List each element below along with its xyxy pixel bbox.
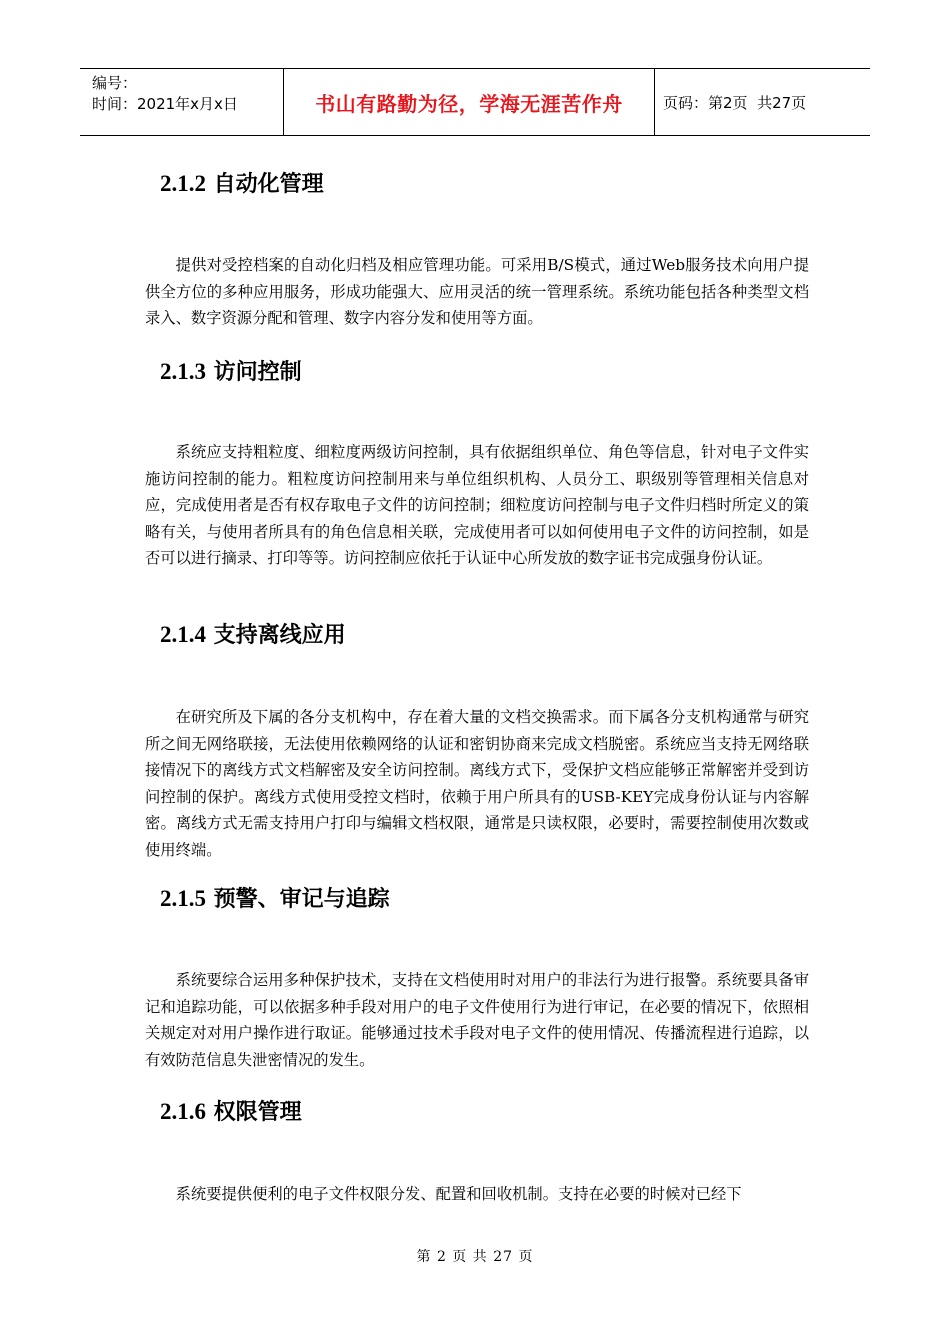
section-title: 权限管理 bbox=[213, 1100, 302, 1125]
section-heading-2-1-4 bbox=[160, 620, 346, 651]
page-footer: 第 2 页 共 27 页 bbox=[416, 1249, 534, 1265]
page-info-text: 页码：第2页 共27页 bbox=[663, 93, 807, 112]
section-paragraph-2-1-5: 系统要综合运用多种保护技术，支持在文档使用时对用户的非法行为进行报警。系统要具备审记和追踪功能，可以依据多种手段对用户的电子文件使用行为进行审记，在必要的情况下，依照相关规定对对用户操作进行取证。能够通过技术手段对电子文件的使用情况、传播流程进行追踪，以有效防范信息失泄密情况的发生。 bbox=[145, 971, 809, 1069]
section-heading-2-1-2 bbox=[160, 169, 324, 200]
section-heading-2-1-6 bbox=[160, 1097, 302, 1128]
section-heading-2-1-5 bbox=[160, 884, 390, 915]
document-code-label: 编号： bbox=[92, 74, 138, 92]
page-header bbox=[80, 68, 870, 136]
section-number: 2.1.6 bbox=[160, 1099, 206, 1124]
document-date: 时间：2021年x月x日 bbox=[92, 95, 238, 113]
section-paragraph-2-1-2: 提供对受控档案的自动化归档及相应管理功能。可采用B/S模式，通过Web服务技术向用户提供全方位的多种应用服务，形成功能强大、应用灵活的统一管理系统。系统功能包括各种类型文档录入、数字资源分配和管理、数字内容分发和使用等方面。 bbox=[145, 256, 809, 327]
section-number: 2.1.4 bbox=[160, 622, 206, 647]
section-number: 2.1.5 bbox=[160, 886, 206, 911]
section-number: 2.1.3 bbox=[160, 359, 206, 384]
section-paragraph-2-1-4: 在研究所及下属的各分支机构中，存在着大量的文档交换需求。而下属各分支机构通常与研究所之间无网络联接，无法使用依赖网络的认证和密钥协商来完成文档脱密。系统应当支持无网络联接情况下的离线方式文档解密及安全访问控制。离线方式下，受保护文档应能够正常解密并受到访问控制的保护。离线方式使用受控文档时，依赖于用户所具有的USB-KEY完成身份认证与内容解密。离线方式无需支持用户打印与编辑文档权限，通常是只读权限，必要时，需要控制使用次数或使用终端。 bbox=[145, 708, 809, 859]
header-meta bbox=[80, 69, 284, 135]
header-motto: 书山有路勤为径，学海无涯苦作舟 bbox=[284, 69, 655, 135]
section-title: 支持离线应用 bbox=[213, 623, 346, 648]
section-title: 自动化管理 bbox=[213, 172, 324, 197]
section-paragraph-2-1-3: 系统应支持粗粒度、细粒度两级访问控制，具有依据组织单位、角色等信息，针对电子文件实施访问控制的能力。粗粒度访问控制用来与单位组织机构、人员分工、职级别等管理相关信息对应，完成使用者是否有权存取电子文件的访问控制；细粒度访问控制与电子文件归档时所定义的策略有关，与使用者所具有的角色信息相关联，完成使用者可以如何使用电子文件的访问控制，如是否可以进行摘录、打印等等。访问控制应依托于认证中心所发放的数字证书完成强身份认证。 bbox=[145, 443, 809, 567]
section-heading-2-1-3 bbox=[160, 357, 302, 388]
header-page-info bbox=[655, 69, 870, 135]
section-title: 预警、审记与追踪 bbox=[213, 887, 390, 912]
section-title: 访问控制 bbox=[213, 360, 302, 385]
section-paragraph-2-1-6: 系统要提供便利的电子文件权限分发、配置和回收机制。支持在必要的时候对已经下 bbox=[175, 1185, 742, 1203]
section-number: 2.1.2 bbox=[160, 171, 206, 196]
